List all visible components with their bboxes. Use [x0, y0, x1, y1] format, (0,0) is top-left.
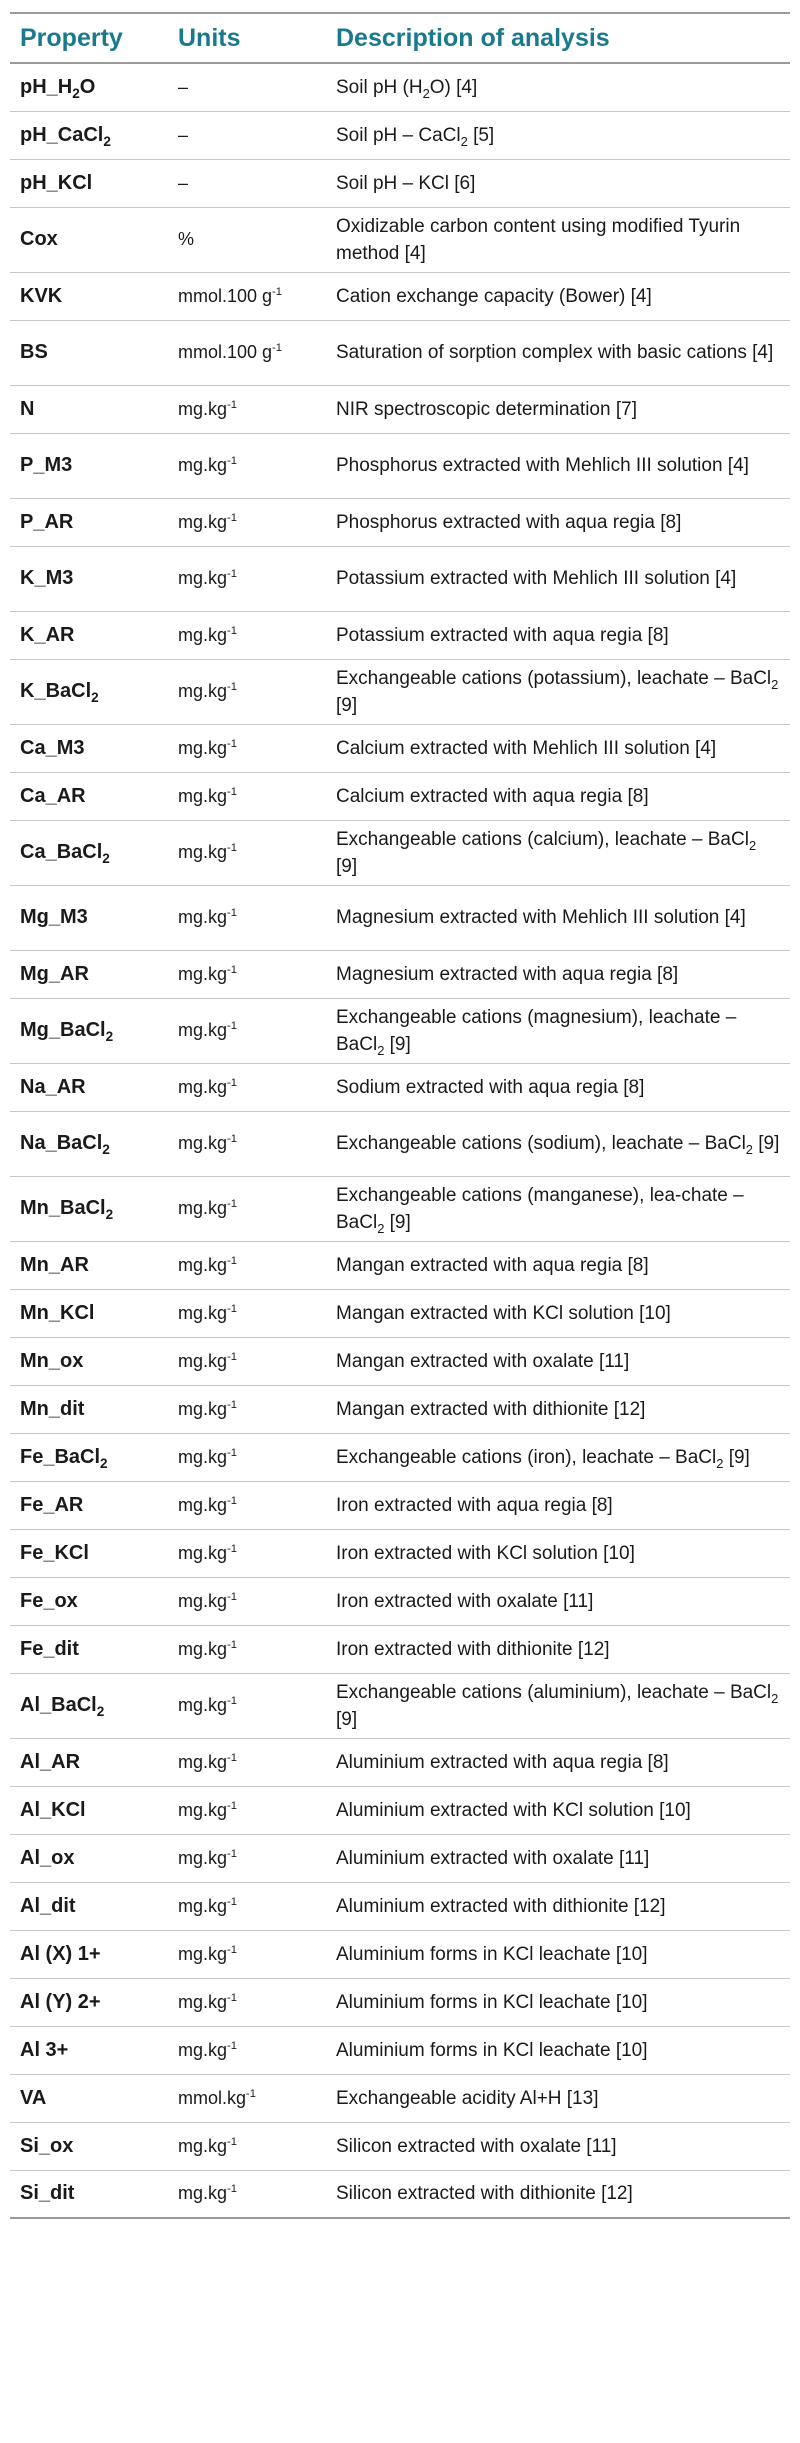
cell-units: $mg.kg^{-1}$ [178, 1847, 237, 1868]
cell-property: Ca_M3 [20, 736, 85, 759]
cell-property: Ca_BaCl$_2$ [20, 841, 110, 866]
table-row [10, 2122, 790, 2170]
cell-units: mmol.100 $g^{-1}$ [178, 342, 282, 362]
table-row [10, 1673, 790, 1738]
cell-units: $mg.kg^{-1}$ [178, 1590, 237, 1611]
cell-property: Fe_KCl [20, 1541, 89, 1564]
cell-property: Al_AR [20, 1750, 81, 1773]
cell-description: Potassium extracted with aqua regia [8] [336, 624, 669, 646]
cell-property: pH_CaCl$_2$ [20, 123, 111, 149]
cell-units: $mg.kg^{-1}$ [178, 963, 237, 984]
cell-description: Exchangeable cations (aluminium), leachate – BaCl$_2$ [9] [336, 1681, 779, 1730]
cell-property: pH_KCl [20, 171, 93, 194]
table-row [10, 1930, 790, 1978]
cell-property: Mg_AR [20, 962, 89, 985]
cell-property: Al_BaCl$_2$ [20, 1694, 105, 1719]
cell-units: $mg.kg^{-1}$ [178, 2135, 237, 2156]
table-header [10, 13, 790, 63]
cell-description: Saturation of sorption complex with basic cations [4] [336, 342, 774, 363]
cell-units: $mg.kg^{-1}$ [178, 398, 237, 419]
cell-units: $mg.kg^{-1}$ [178, 785, 237, 806]
cell-units: $mg.kg^{-1}$ [178, 1020, 237, 1040]
cell-units: $mg.kg^{-1}$ [178, 681, 237, 701]
cell-property: Mn_KCl [20, 1301, 95, 1324]
cell-description: Aluminium forms in KCl leachate [10] [336, 1991, 648, 2013]
cell-property: Ca_AR [20, 784, 86, 807]
table-row [10, 885, 790, 950]
table-row [10, 611, 790, 659]
cell-property: Si_ox [20, 2134, 74, 2157]
cell-units: $mg.kg^{-1}$ [178, 1799, 237, 1820]
cell-property: Al_KCl [20, 1798, 86, 1821]
cell-description: Iron extracted with oxalate [11] [336, 1590, 594, 1612]
cell-description: Exchangeable cations (sodium), leachate – BaCl$_2$ [9] [336, 1133, 780, 1157]
table-body [10, 63, 790, 2218]
cell-property: KVK [20, 284, 63, 307]
cell-units: $mg.kg^{-1}$ [178, 511, 237, 532]
cell-units: $mg.kg^{-1}$ [178, 1695, 237, 1715]
cell-description: Mangan extracted with dithionite [12] [336, 1398, 646, 1420]
cell-units: $mg.kg^{-1}$ [178, 1302, 237, 1323]
table-row [10, 1385, 790, 1433]
table-row [10, 385, 790, 433]
table-row [10, 950, 790, 998]
cell-property: $pH\_H_2O$ [20, 75, 96, 101]
table-row [10, 1882, 790, 1930]
table-row [10, 272, 790, 320]
cell-description: Cation exchange capacity (Bower) [4] [336, 285, 652, 307]
table-row [10, 772, 790, 820]
table-row [10, 1111, 790, 1176]
table-row [10, 433, 790, 498]
table-row [10, 1978, 790, 2026]
cell-description: Iron extracted with dithionite [12] [336, 1638, 610, 1660]
cell-property: Mg_BaCl$_2$ [20, 1019, 114, 1044]
header-units: Units [178, 23, 241, 52]
cell-units: $mg.kg^{-1}$ [178, 907, 237, 927]
cell-description: Calcium extracted with Mehlich III solution [4] [336, 737, 717, 759]
cell-description: Soil pH $(H_2O)$ [4] [336, 76, 478, 101]
cell-property: Mn_dit [20, 1397, 85, 1420]
cell-property: N [20, 397, 35, 420]
cell-description: Calcium extracted with aqua regia [8] [336, 785, 649, 807]
header-row [10, 13, 790, 63]
cell-description: Mangan extracted with aqua regia [8] [336, 1254, 649, 1276]
cell-property: Mn_AR [20, 1253, 89, 1276]
cell-property: Fe_AR [20, 1493, 84, 1516]
table-row [10, 1481, 790, 1529]
table-row [10, 1063, 790, 1111]
cell-units: $mg.kg^{-1}$ [178, 842, 237, 862]
table-row [10, 2074, 790, 2122]
cell-units: mmol.100 $g^{-1}$ [178, 285, 282, 306]
cell-units: $mg.kg^{-1}$ [178, 624, 237, 645]
cell-units: $mg.kg^{-1}$ [178, 1076, 237, 1097]
cell-description: Aluminium extracted with dithionite [12] [336, 1895, 666, 1917]
cell-description: Exchangeable acidity Al+H [13] [336, 2087, 599, 2109]
cell-property: Al 3+ [20, 2038, 69, 2061]
table-row [10, 111, 790, 159]
soil-properties-table [10, 12, 790, 2219]
cell-property: Mn_ox [20, 1349, 84, 1372]
cell-description: Silicon extracted with oxalate [11] [336, 2135, 617, 2157]
cell-units: – [178, 76, 189, 97]
table-row [10, 1337, 790, 1385]
table-row [10, 724, 790, 772]
cell-property: Na_BaCl$_2$ [20, 1132, 110, 1157]
cell-property: P_AR [20, 510, 74, 533]
cell-units: % [178, 229, 195, 249]
cell-description: Magnesium extracted with aqua regia [8] [336, 963, 679, 985]
cell-property: K_M3 [20, 567, 74, 589]
table-row [10, 1529, 790, 1577]
cell-units: $mg.kg^{-1}$ [178, 737, 237, 758]
cell-property: Al_ox [20, 1846, 75, 1869]
cell-property: Al_dit [20, 1894, 76, 1917]
header-description: Description of analysis [336, 23, 610, 52]
cell-property: Cox [20, 228, 58, 250]
table-row [10, 2170, 790, 2218]
cell-description: Potassium extracted with Mehlich III solution [4] [336, 568, 737, 589]
cell-description: Mangan extracted with oxalate [11] [336, 1350, 630, 1372]
cell-description: Aluminium forms in KCl leachate [10] [336, 2039, 648, 2061]
cell-description: Exchangeable cations (manganese), lea-chate – BaCl$_2$ [9] [336, 1184, 744, 1236]
cell-description: NIR spectroscopic determination [7] [336, 398, 637, 420]
cell-property: Fe_dit [20, 1637, 79, 1660]
table-row [10, 1289, 790, 1337]
table-row [10, 820, 790, 885]
cell-description: Soil pH – CaCl$_2$ [5] [336, 124, 495, 149]
cell-description: Magnesium extracted with Mehlich III solution [4] [336, 907, 746, 928]
table-row [10, 1241, 790, 1289]
cell-units: $mg.kg^{-1}$ [178, 1542, 237, 1563]
cell-property: Mg_M3 [20, 906, 88, 928]
table-row [10, 659, 790, 724]
cell-units: $mg.kg^{-1}$ [178, 2039, 237, 2060]
cell-property: Si_dit [20, 2182, 75, 2205]
cell-description: Mangan extracted with KCl solution [10] [336, 1302, 671, 1324]
cell-units: $mg.kg^{-1}$ [178, 1943, 237, 1964]
cell-units: $mg.kg^{-1}$ [178, 1895, 237, 1916]
table-row [10, 63, 790, 111]
cell-description: Aluminium forms in KCl leachate [10] [336, 1943, 648, 1965]
table-row [10, 2026, 790, 2074]
cell-description: Exchangeable cations (potassium), leachate – BaCl$_2$ [9] [336, 667, 779, 716]
cell-units: $mg.kg^{-1}$ [178, 1638, 237, 1659]
cell-property: Na_AR [20, 1075, 86, 1098]
cell-units: $mg.kg^{-1}$ [178, 1446, 237, 1467]
cell-units: $mg.kg^{-1}$ [178, 1398, 237, 1419]
cell-units: – [178, 172, 189, 193]
table-row [10, 207, 790, 272]
table-row [10, 1625, 790, 1673]
cell-property: Fe_BaCl$_2$ [20, 1445, 108, 1471]
cell-property: Fe_ox [20, 1589, 78, 1612]
cell-units: $mg.kg^{-1}$ [178, 455, 237, 475]
cell-description: Exchangeable cations (iron), leachate – BaCl$_2$ [9] [336, 1446, 750, 1471]
cell-description: Aluminium extracted with aqua regia [8] [336, 1751, 669, 1773]
cell-units: – [178, 124, 189, 145]
cell-description: Oxidizable carbon content using modified Tyurin method [4] [336, 215, 741, 264]
table-row [10, 320, 790, 385]
cell-description: Soil pH – KCl [6] [336, 172, 476, 194]
cell-description: Exchangeable cations (calcium), leachate – BaCl$_2$ [9] [336, 828, 757, 877]
table-row [10, 1738, 790, 1786]
cell-units: $mg.kg^{-1}$ [178, 568, 237, 588]
cell-description: Silicon extracted with dithionite [12] [336, 2183, 633, 2205]
cell-property: K_AR [20, 623, 75, 646]
cell-description: Sodium extracted with aqua regia [8] [336, 1076, 645, 1098]
table-row [10, 1433, 790, 1481]
cell-property: Al (X) 1+ [20, 1942, 101, 1965]
cell-description: Exchangeable cations (magnesium), leachate – BaCl$_2$ [9] [336, 1006, 737, 1058]
cell-units: $mg.kg^{-1}$ [178, 1350, 237, 1371]
cell-units: $mg.kg^{-1}$ [178, 1751, 237, 1772]
table-row [10, 159, 790, 207]
table-row [10, 546, 790, 611]
cell-description: Iron extracted with aqua regia [8] [336, 1494, 613, 1516]
cell-description: Iron extracted with KCl solution [10] [336, 1542, 635, 1564]
cell-description: Aluminium extracted with oxalate [11] [336, 1847, 650, 1869]
header-property: Property [20, 23, 123, 52]
cell-units: $mmol.kg^{-1}$ [178, 2087, 256, 2108]
cell-units: $mg.kg^{-1}$ [178, 2183, 237, 2204]
cell-description: Phosphorus extracted with aqua regia [8] [336, 511, 682, 533]
cell-description: Phosphorus extracted with Mehlich III solution [4] [336, 455, 749, 476]
cell-units: $mg.kg^{-1}$ [178, 1991, 237, 2012]
cell-description: Aluminium extracted with KCl solution [10] [336, 1799, 691, 1821]
cell-property: Al (Y) 2+ [20, 1990, 101, 2013]
table-row [10, 998, 790, 1063]
table-row [10, 1176, 790, 1241]
cell-property: K_BaCl$_2$ [20, 680, 99, 705]
cell-property: VA [20, 2086, 47, 2109]
cell-units: $mg.kg^{-1}$ [178, 1133, 237, 1153]
cell-units: $mg.kg^{-1}$ [178, 1494, 237, 1515]
cell-property: P_M3 [20, 454, 73, 476]
cell-units: $mg.kg^{-1}$ [178, 1198, 237, 1218]
table-row [10, 1577, 790, 1625]
table-row [10, 1786, 790, 1834]
table-row [10, 1834, 790, 1882]
table-row [10, 498, 790, 546]
cell-property: Mn_BaCl$_2$ [20, 1197, 114, 1222]
cell-units: $mg.kg^{-1}$ [178, 1254, 237, 1275]
cell-property: BS [20, 341, 48, 363]
